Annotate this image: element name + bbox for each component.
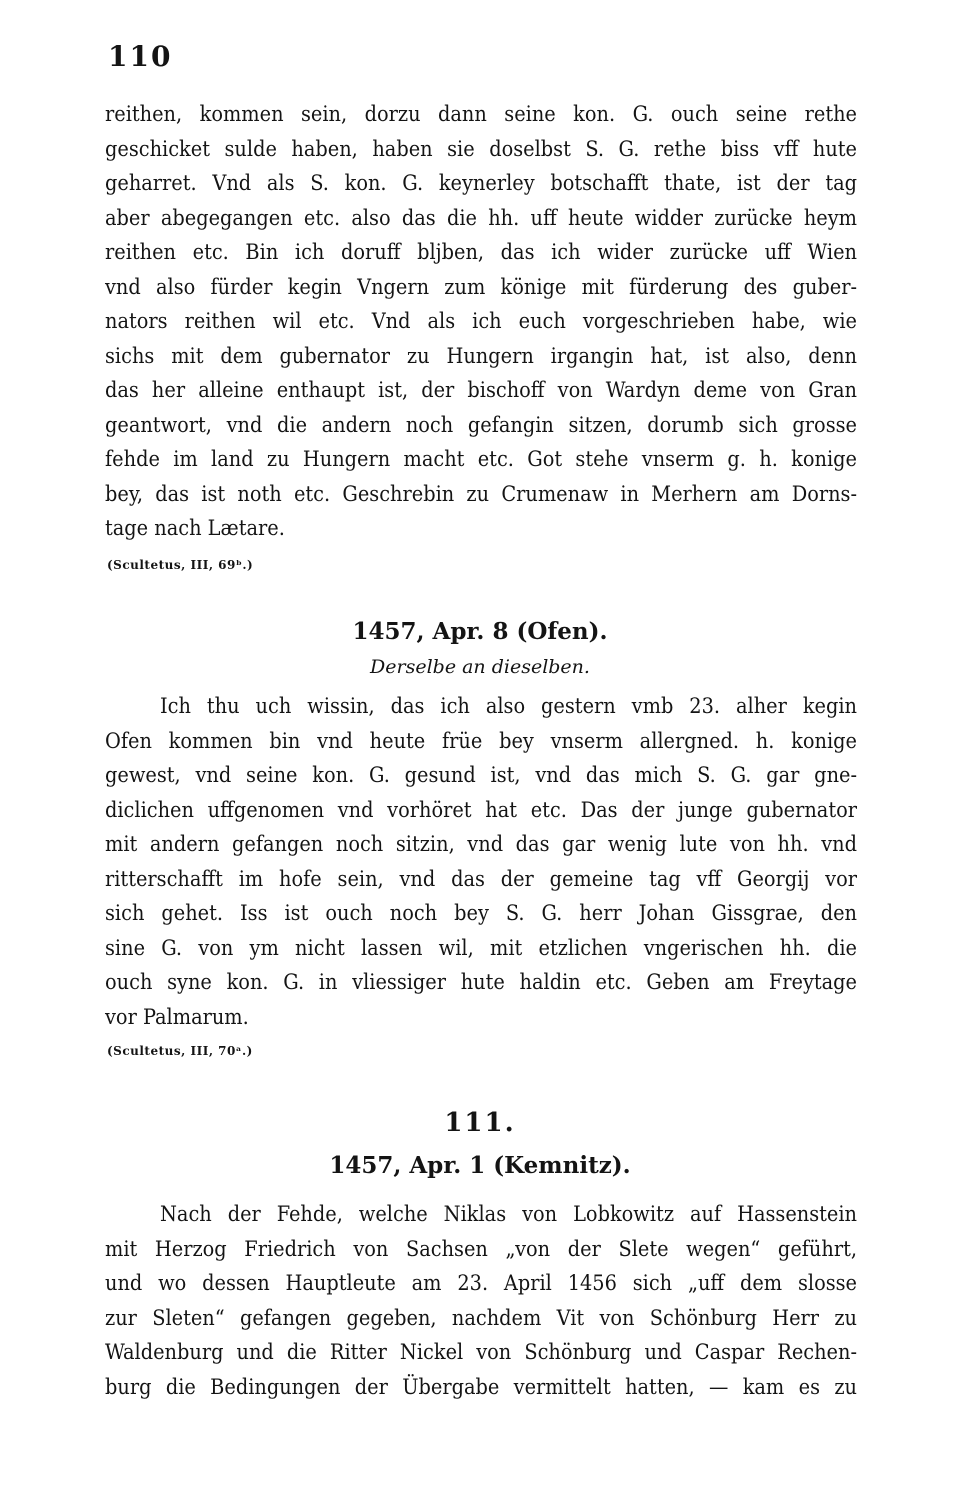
text-line: Ofen kommen bin vnd heute früe bey vnserm allergned. h. konige	[105, 728, 857, 754]
text-line: Waldenburg und die Ritter Nickel von Schönburg und Caspar Rechen-	[105, 1340, 857, 1365]
text-line: Ich thu uch wissin, das ich also gestern vmb 23. alher kegin	[160, 694, 857, 719]
text-line: fehde im land zu Hungern macht etc. Got stehe vnserm g. h. konige	[105, 447, 857, 472]
text-line: und wo dessen Hauptleute am 23. April 1456 sich „uff dem slosse	[105, 1271, 857, 1296]
text-line: aber abegegangen etc. also das die hh. uff heute widder zurücke heym	[105, 205, 857, 231]
text-line: tage nach Lætare.	[105, 516, 285, 541]
page-number: 110	[108, 40, 173, 73]
text-line: mit Herzog Friedrich von Sachsen „von der Slete wegen“ geführt,	[105, 1236, 857, 1262]
text-line: bey, das ist noth etc. Geschrebin zu Crumenaw in Merhern am Dorns-	[105, 481, 857, 507]
section-body	[105, 1198, 857, 1405]
section-number: 111.	[444, 1108, 516, 1138]
letter-body	[105, 690, 857, 1035]
text-line: ouch syne kon. G. in vliessiger hute haldin etc. Geben am Freytage	[105, 970, 857, 995]
text-line: ritterschafft im hofe sein, vnd das der gemeine tag vff Georgij vor	[105, 866, 857, 892]
text-line: reithen etc. Bin ich doruff bljben, das ich wider zurücke uff Wien	[105, 240, 857, 265]
source-citation: (Scultetus, III, 70ᵃ.)	[107, 1044, 253, 1058]
paragraph-continuation	[105, 98, 857, 547]
text-line: mit andern gefangen noch sitzin, vnd das gar wenig lute von hh. vnd	[105, 832, 857, 857]
letter-recipient: Derselbe an dieselben.	[370, 656, 590, 678]
text-line: sich gehet. Iss ist ouch noch bey S. G. herr Johan Gissgrae, den	[105, 901, 857, 926]
text-line: diclichen uffgenomen vnd vorhöret hat etc. Das der junge gubernator	[105, 797, 857, 823]
source-citation: (Scultetus, III, 69ᵇ.)	[107, 558, 254, 572]
text-line: das her alleine enthaupt ist, der bischoff von Wardyn deme von Gran	[105, 378, 857, 403]
text-line: vnd also fürder kegin Vngern zum könige mit fürderung des guber-	[105, 274, 857, 300]
text-line: sichs mit dem gubernator zu Hungern irgangin hat, ist also, denn	[105, 343, 857, 369]
text-line: burg die Bedingungen der Übergabe vermittelt hatten, — kam es zu	[105, 1374, 857, 1400]
letter-date-heading: 1457, Apr. 8 (Ofen).	[352, 618, 608, 645]
section-date-heading: 1457, Apr. 1 (Kemnitz).	[329, 1152, 631, 1179]
text-line: zur Sleten“ gefangen gegeben, nachdem Vit von Schönburg Herr zu	[105, 1305, 857, 1331]
text-line: geschicket sulde haben, haben sie doselbst S. G. rethe biss vff hute	[105, 136, 857, 162]
text-line: geharret. Vnd als S. kon. G. keynerley botschafft thate, ist der tag	[105, 171, 857, 196]
text-line: sine G. von ym nicht lassen wil, mit etzlichen vngerischen hh. die	[105, 935, 857, 961]
text-line: gewest, vnd seine kon. G. gesund ist, vnd das mich S. G. gar gne-	[105, 763, 857, 788]
text-line: nators reithen wil etc. Vnd als ich euch vorgeschrieben habe, wie	[105, 309, 857, 334]
text-line: vor Palmarum.	[105, 1004, 249, 1030]
text-line: reithen, kommen sein, dorzu dann seine kon. G. ouch seine rethe	[105, 102, 857, 127]
text-line: geantwort, vnd die andern noch gefangin sitzen, dorumb sich grosse	[105, 412, 857, 438]
text-line: Nach der Fehde, welche Niklas von Lobkowitz auf Hassenstein	[160, 1202, 857, 1227]
